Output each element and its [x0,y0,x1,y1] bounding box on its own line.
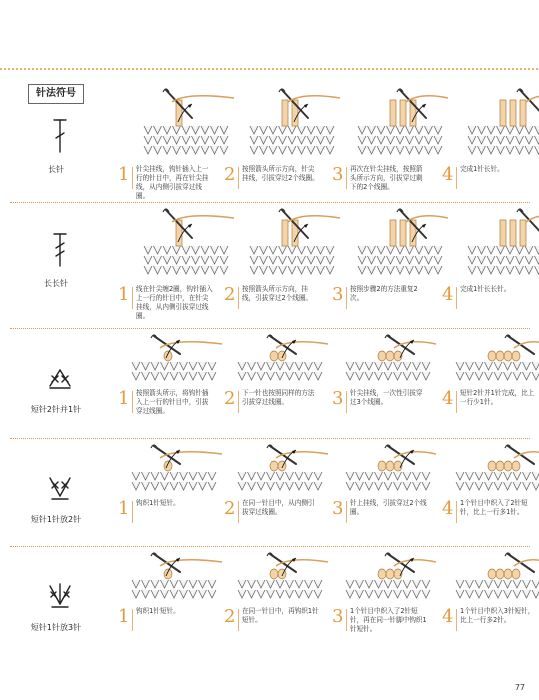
step-1 [116,550,224,660]
step-4 [440,206,539,328]
step-1 [116,86,224,202]
step-divider [456,167,457,189]
step-instruction: 完成1针长针。 [460,165,504,173]
stitch-illustration [242,86,342,160]
sc2tog-icon [44,356,76,388]
step-3 [330,206,438,328]
step-instruction: 1个针目中织入3针短针，比上一行多2针。 [460,607,535,624]
step-divider [456,287,457,309]
sc-increase-3-icon [44,574,76,606]
step-3 [330,86,438,202]
stitch-symbol-name: 短针1针放2针 [30,515,82,524]
step-2 [222,86,330,202]
step-divider [132,167,133,189]
step-1 [116,442,224,546]
step-number: 2 [224,606,236,627]
step-number: 1 [118,498,130,519]
row-divider [10,202,530,203]
row-divider [10,328,530,329]
step-3 [330,550,438,660]
step-2 [222,332,330,438]
step-number: 3 [332,164,344,185]
step-4 [440,86,539,202]
step-instruction: 钩织1针短针。 [136,499,180,507]
step-divider [456,391,457,413]
step-1 [116,206,224,328]
sc-increase-2-icon [44,466,76,498]
stitch-illustration [448,332,539,384]
step-number: 1 [118,388,130,409]
step-number: 1 [118,284,130,305]
treble-crochet-icon [44,116,76,148]
stitch-illustration [124,332,224,384]
stitch-illustration [460,206,539,280]
step-divider [132,609,133,631]
step-4 [440,332,539,438]
step-4 [440,442,539,546]
stitch-illustration [124,442,224,494]
stitch-illustration [242,206,342,280]
step-divider [456,609,457,631]
step-divider [346,287,347,309]
stitch-row [0,550,539,660]
step-4 [440,550,539,660]
step-instruction: 在同一针目中，再钩织1针短针。 [242,607,319,624]
stitch-illustration [136,206,236,280]
stitch-symbol-name: 短针1针放3针 [30,623,82,632]
stitch-illustration [338,550,438,602]
step-divider [132,501,133,523]
stitch-illustration [136,86,236,160]
step-2 [222,442,330,546]
step-number: 2 [224,164,236,185]
step-number: 3 [332,606,344,627]
stitch-illustration [124,550,224,602]
step-divider [238,391,239,413]
stitch-symbol-name: 短针2针并1针 [30,405,82,414]
stitch-illustration [350,86,450,160]
step-3 [330,332,438,438]
legend-title: 针法符号 [28,84,84,104]
step-instruction: 按照箭头所示，将钩针插入上一行的针目中，引拔穿过线圈。 [136,389,209,415]
stitch-row [0,206,539,328]
step-instruction: 在同一针目中，从内侧引拔穿过线圈。 [242,499,315,516]
decorative-top-border [0,66,539,72]
stitch-row [0,86,539,202]
stitch-illustration [448,442,539,494]
step-divider [238,501,239,523]
step-2 [222,550,330,660]
step-instruction: 完成1针长长针。 [460,285,511,293]
step-divider [238,287,239,309]
step-1 [116,332,224,438]
step-number: 2 [224,388,236,409]
step-divider [238,167,239,189]
step-instruction: 按照箭头所示方向，针尖挂线，引拔穿过2个线圈。 [242,165,319,182]
step-number: 2 [224,284,236,305]
step-number: 3 [332,388,344,409]
step-instruction: 针尖挂线，钩针插入上一行的针目中，再在针尖挂线，从内侧引拔穿过线圈。 [136,165,209,200]
step-number: 2 [224,498,236,519]
stitch-illustration [350,206,450,280]
step-number: 1 [118,606,130,627]
step-instruction: 再次在针尖挂线，按照箭头所示方向，引拔穿过剩下的2个线圈。 [350,165,423,191]
stitch-symbol-name: 长针 [48,165,64,174]
stitch-illustration [448,550,539,602]
step-number: 3 [332,284,344,305]
stitch-symbol-name: 长长针 [44,279,68,288]
step-3 [330,442,438,546]
stitch-illustration [460,86,539,160]
step-divider [346,501,347,523]
stitch-row [0,332,539,438]
row-divider [10,546,530,547]
step-number: 4 [442,388,454,409]
stitch-illustration [230,550,330,602]
page-number: 77 [514,683,525,692]
step-instruction: 钩织1针短针。 [136,607,180,615]
step-number: 3 [332,498,344,519]
step-instruction: 按照箭头所示方向，挂线，引拔穿过2个线圈。 [242,285,313,302]
step-number: 4 [442,284,454,305]
stitch-row [0,442,539,546]
step-divider [132,391,133,413]
step-instruction: 按照步骤2的方法重复2次。 [350,285,418,302]
step-instruction: 1个针目中织入了2针短针，再在同一针脚中钩织1针短针。 [350,607,427,633]
step-instruction: 针尖挂线，一次性引拔穿过3个线圈。 [350,389,423,406]
stitch-illustration [230,332,330,384]
step-number: 4 [442,498,454,519]
step-instruction: 短针2针并1针完成，比上一行少1针。 [460,389,535,406]
stitch-illustration [338,442,438,494]
step-number: 4 [442,164,454,185]
step-2 [222,206,330,328]
stitch-illustration [338,332,438,384]
step-number: 1 [118,164,130,185]
step-divider [456,501,457,523]
step-number: 4 [442,606,454,627]
row-divider [10,438,530,439]
step-instruction: 1个针目中织入了2针短针，比上一行多1针。 [460,499,528,516]
step-divider [346,167,347,189]
step-divider [346,609,347,631]
step-instruction: 线在针尖缠2圈，钩针插入上一行的针目中，在针尖挂线，从内侧引拔穿过线圈。 [136,285,213,320]
step-divider [238,609,239,631]
stitch-illustration [230,442,330,494]
step-divider [132,287,133,309]
step-instruction: 针上挂线，引拔穿过2个线圈。 [350,499,427,516]
double-treble-crochet-icon [44,230,76,262]
step-divider [346,391,347,413]
step-instruction: 下一针也按照同样的方法引拔穿过线圈。 [242,389,315,406]
